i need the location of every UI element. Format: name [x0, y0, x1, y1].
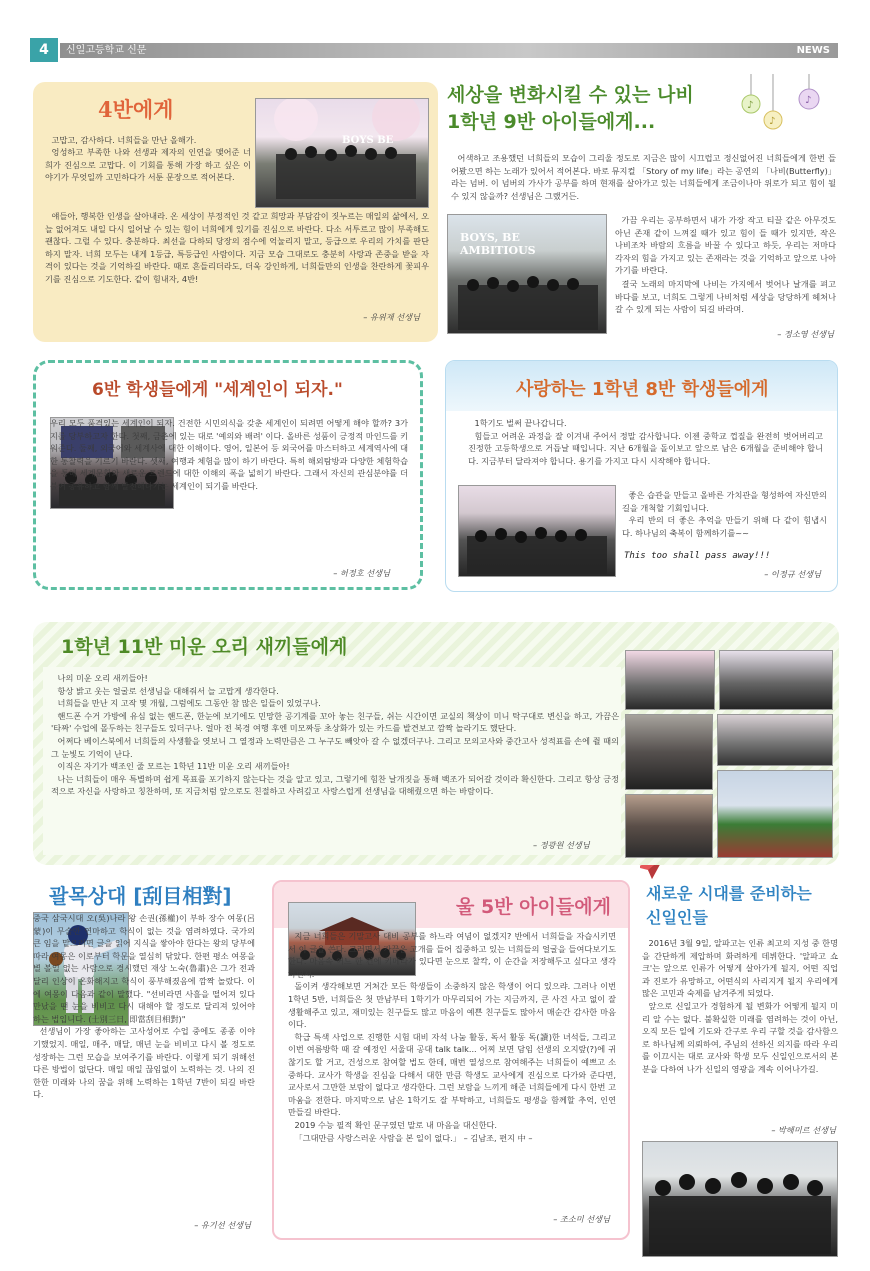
teacher-signature: – 유기선 선생님 [194, 1220, 251, 1230]
photo-collage [625, 650, 833, 860]
class-photo [458, 485, 616, 577]
letter-body-3: 얘들아, 행복한 인생을 살아내라. 온 세상이 부정적인 것 같고 희망과 부담감이 짓누르는 매일의 삶에서, 오늘 없어져도 내일 다시 일어날 수 있는 힘이 너희에게 있기를 진심으로 바란다. 다소 서투르고 많이 부족해도 괜찮다. 그럴 수 있다. 충분하다. 최선을 다하되 당장의 점수에 억눌리지 말고, 등급으로 우리의 가치를 판단하지 말자. 너희 모두는 내게 1등급, 특등급인 사람이다. 지금 모습 그대로도 충분히 사랑과 존중을 받을 자격이 있다는 것을 기억하길 바란다. 때로 흔들리더라도, 더욱 강인하게, 너희들만의 인생을 찬란하게 꽃피우기를 진심으로 기도한다. 같이 힘내자, 4반! [45, 211, 429, 284]
letter-title-line1: 세상을 변화시킬 수 있는 나비 [447, 84, 694, 106]
letter-title-line2: 1학년 9반 아이들에게... [447, 111, 656, 133]
letter-body-3: 결국 노래의 마지막에 나비는 가지에서 벗어나 날개를 펴고 바다를 보고, 너희도 그렇게 나비처럼 세상을 당당하게 헤쳐나갈 수 있게 되는 사람이 되길 바라며. [615, 279, 836, 315]
letter-title: 사랑하는 1학년 8반 학생들에게 [516, 379, 769, 400]
paper-plane-icon [640, 865, 664, 879]
letter-body-2: 가끔 우리는 공부하면서 내가 가장 작고 티끌 같은 아무것도 아닌 존재 같이 느껴질 때가 있고 힘이 들 때가 있지만, 작은 나비조차 바람의 흐름을 바꿀 수 있다고 하듯, 우리는 저마다 각자의 힘을 가지고 있는 존재라는 것을 기억하고 앞으로 나아가기를 바란다. [615, 215, 836, 276]
header-bar [60, 43, 838, 58]
letter-body-2: 좋은 습관을 만들고 올바른 가치관을 형성하여 자신만의 길을 개척할 기회입니다. 우리 반의 더 좋은 추억을 만들기 위해 다 같이 힘냅시다. 하나님의 축복이 함께하기를~~ [622, 490, 827, 538]
collage-photo-3 [625, 714, 713, 790]
column-title: 괄목상대 [刮目相對] [49, 884, 232, 908]
teacher-signature: – 이정규 선생님 [764, 569, 821, 579]
column-body: 2016년 3월 9일, 알파고는 인류 최고의 지성 중 한명을 간단하게 제압하며 화려하게 데뷔한다. '알파고 쇼크'는 앞으로 인류가 어떻게 살아가게 될지, 어떤 직업과 진로가 유망하고, 어떤식의 사리지게 될지 우리에게 많은 고민과 숙제를 남겨주게 되었다. 앞으로 신일고가 경험하게 될 변화가 어떻게 될지 미리 알 수는 없다. 불확실한 미래를 염려하는 것이 아닌, 오직 모든 일에 기도와 간구로 우리 구할 것을 감사함으로 하나님께 의뢰하여, 주님의 선하신 의지를 따라 우리를 이끄시는 대로 교사와 학생 모두 신일인으로서의 본분을 다하여 나가 신일의 영광을 계속 이어나가길. [642, 938, 838, 1074]
page-header [30, 38, 838, 62]
letter-class-5 [272, 880, 630, 1240]
collage-photo-2 [719, 650, 833, 710]
section-label: NEWS [796, 45, 830, 56]
class-photo [447, 214, 607, 334]
teacher-signature: – 유위재 선생님 [363, 312, 420, 322]
letter-class-11 [33, 622, 839, 865]
photo-banner-text: BOYS, BE AMBITIOUS [460, 231, 536, 257]
class-photo [255, 98, 429, 208]
page-number: 4 [30, 38, 58, 62]
letter-class-8 [445, 360, 838, 592]
teacher-signature: – 허정호 선생님 [333, 568, 390, 578]
hanging-ornaments [737, 74, 837, 138]
collage-photo-6 [717, 770, 833, 858]
letter-title: 6반 학생들에게 "세계인이 되자." [92, 380, 343, 400]
svg-text:♪: ♪ [805, 95, 812, 106]
letter-body: 고맙고, 감사하다. 너희들을 만난 올해가. [51, 135, 197, 145]
svg-text:♪: ♪ [747, 100, 754, 111]
group-photo-illustration [643, 1142, 837, 1256]
teacher-signature: – 조소미 선생님 [553, 1214, 610, 1224]
newspaper-title: 신일고등학교 신문 [66, 45, 147, 56]
letter-class-4 [33, 82, 438, 342]
teacher-signature: – 정광원 선생님 [533, 840, 590, 850]
column-gwalmoksangdae [33, 880, 263, 1260]
letter-body: 지금 너희들은 기말고사 대비 공부를 하느라 여념이 없겠지? 반에서 너희들을 자습시키면서 이 글을 쓴다. 그러면서 가끔은 고개를 들어 집중하고 있는 너희들의 얼굴을 들여다보기도 한다. 마음속 어느 한 켠에 키메라가 있다면 눈으로 찰칵, 이 순간을 저장해두고 싶다고 생각하면서. 돌이켜 생각해보면 거쳐간 모든 학생들이 소중하지 않은 학생이 어디 있으랴. 그러나 이번 1학년 5반, 너희들은 첫 만남부터 1학기가 마무리되어 가는 지금까지, 큰 사건 사고 없이 잘 생활해주고 있고, 재미있는 친구들도 많고 마음이 예쁜 친구들도 많아서 매순간 감사한 마음이다. 학급 특색 사업으로 진행한 시험 대비 자석 나눔 활동, 독서 활동 독(讀)한 녀석들, 그리고 이번 여름방학 때 갈 예정인 서울대 공대 talk talk... 어찌 보면 담임 선생의 오지랖(?)에 귀찮기도 할 거고, 건성으로 참여할 법도 한데, 매번 열성으로 참여해주는 너희들이 예쁘고 소중하다. 교사가 학생을 진심을 다해서 대한 만큼 학생도 교사에게 진심으로 다가와 준다면, 교사로서 그만한 보람이 없다고 생각한다. 그런 보람을 느끼게 해준 너희들에게 다시 한번 고마움을 전한다. 마지막으로 남은 1학기도 잘 부탁하고, 너희들도 평생을 함께할 추억, 인연 만들길 바란다. 2019 수능 필적 확인 문구였던 말로 내 마음을 대신한다. 「그대만큼 사랑스러운 사람을 본 일이 없다.」 – 김남조, 편지 中 – [288, 931, 616, 1143]
column-new-era [640, 865, 840, 1260]
letter-body: 1학기도 벌써 끝나갑니다. 힘들고 어려운 과정을 잘 이겨내 주어서 정말 감사합니다. 이젠 중학교 껍질을 완전히 벗어버리고 진정한 고등학생으로 거듭날 때입니다. 지난 6개월을 돌이보고 앞으로 남은 6개월을 준비해야 합니다. 지금부터 달라져야 합니다. 용기를 가지고 다시 시작해야 합니다. [468, 418, 823, 466]
letter-class-6 [33, 360, 423, 590]
group-photo-illustration [256, 99, 428, 207]
collage-photo-1 [625, 650, 715, 710]
teacher-signature: – 박해미르 선생님 [771, 1125, 836, 1135]
letter-title: 울 5반 아이들에게 [456, 896, 611, 918]
teacher-signature: – 정소영 선생님 [777, 329, 834, 339]
collage-photo-5 [625, 794, 713, 858]
collage-photo-4 [717, 714, 833, 766]
photo-banner-text: BOYS BE [342, 135, 394, 146]
group-photo-illustration [459, 486, 615, 576]
column-body: 중국 삼국시대 오(吳)나라 왕 손권(孫權)이 부하 장수 여몽(呂蒙)이 무술만 연마하고 학식이 없는 것을 염려하였다. 국가의 큰 임을 맡으려면 글을 읽어 지식을 쌓아야 한다는 왕의 당부에 따라 여몽은 이로부터 학문을 열심히 닦았다. 한편 평소 여몽을 별 볼일 없는 사람으로 경시했던 재상 노숙(魯肅)은 그가 전과 달리 인상이 온화해지고 학식이 풍부해졌음에 깜짝 놀랐다. 이에 여몽이 다음과 같이 말했다. "선비라면 사흘을 떨어져 있다 만났을 땐 눈을 비비고 다시 대해야 할 정도로 달리져 있어야 하는 법입니다. (士別三日, 即當刮目相對)" 선생님이 가장 좋아하는 고사성어로 수업 중에도 종종 이야기했었지. 매일, 매주, 매달, 매년 눈을 비비고 다시 볼 정도로 성장하는 그런 모습을 보여주기를 바란다. 이렇게 되기 위해선 다른 방법이 없단다. 매일 매일 끊임없이 노력하는 것. 나의 진한한 미래와 나의 꿈을 위해 노력하는 1학년 7반이 되길 바란다. [33, 913, 255, 1100]
svg-text:♪: ♪ [769, 116, 776, 127]
column-title-line1: 새로운 시대를 준비하는 [646, 884, 812, 903]
column-title-line2: 신일인들 [646, 908, 708, 927]
letter-body: 어색하고 조용했던 너희들의 모습이 그리울 정도로 지금은 많이 시끄럽고 정신없어진 너희들에게 한번 들어봤으면 하는 노래가 있어서 적어본다. 바로 뮤지컬 「Story of my life」라는 공연의 「나비(Butterfly)」라는 넘버. 이 넘버의 가사가 공부를 하며 현재를 살아가고 있는 너희들에게 조금이나마 위로가 되고 힘이 될 수 있지 않을까? 선생님은 그랬거든. [451, 153, 836, 201]
letter-title: 1학년 11반 미운 오리 새끼들에게 [61, 636, 348, 658]
letter-body: 우리 모두 품격있는 세계인이 되자. 건전한 시민의식을 갖춘 세계인이 되려면 어떻게 해야 할까? 3가지를 당부하고자 한다. 첫째, 금춘에 있는 대로 '예의와 배려' 이다. 올바른 성품이 긍정적 마인드를 키워준다. 둘째, 외국어와 세계사에 대한 이해이다. 영어, 일본어 등 외국어를 마스터하고 세계역사에 대한 통찰력을 기르기 바란다. 셋째, 여행과 체험을 많이 하기 바란다. 특히 해외탐방과 다양한 체험학습을 통해 세계문화와 새로운 트렌드에 대한 이해의 폭을 넓히기 바란다. 그래서 자신의 관심분야를 더불어 공유하고 함께 발전해나가는 세계인이 되기를 바란다. [50, 418, 409, 491]
letter-body: 나의 미운 오리 새끼들아! 항상 밝고 웃는 얼굴로 선생님을 대해줘서 늘 고맙게 생각한다. 너희들을 만난 지 고작 몇 개월, 그럼에도 그동안 참 많은 일들이 있었구나. 핸드폰 수거 가방에 유심 없는 핸드폰, 한눈에 보기에도 민망한 공기계를 꼬아 놓는 친구들, 쉬는 시간이면 교실의 책상이 미니 탁구대로 변신을 하고, 가끔은 '타짜' 수업에 몰두하는 친구들도 있더구나. 얼마 전 복경 여행 후엔 미모짜등 초상화가 있는 카드를 발견보고 깜짝 놀라기도 했단다. 어쩌다 베이스북에서 너희들의 사생활을 엿보니 그 열정과 노력만큼은 그 누구도 빼앗아 갈 수 없겠더구나. 그리고 모의고사와 중간고사 성적표를 손에 쥘 때의 그 눈빛도 기억이 난다. 이직은 자기가 백조인 줄 모르는 1학년 11반 미운 오리 새끼들아! 나는 너희들이 매우 특별하며 쉽게 목표를 포기하지 않는다는 것을 알고 있고, 그렇기에 힘찬 날개짓을 통해 백조가 되어갈 것이라 확신한다. 그리고 항상 긍정적으로 자신을 사랑하고 칭찬하며, 또 지금처럼 앞으로도 친절하고 사려깊고 사랑스럽게 선생님을 대해줬으면 하는 바람이다. [51, 673, 619, 797]
english-quote: This too shall pass away!!! [624, 551, 771, 561]
letter-title: 4반에게 [98, 97, 174, 122]
letter-body-2: 엉성하고 부족한 나와 선생과 제자의 인연을 맺어준 너희가 진심으로 고맙다. 이 기회를 통해 가장 하고 싶은 이야기가 무엇일까 고민하다가 서툰 문장으로 적어본다. [45, 147, 251, 183]
students-photo [642, 1141, 838, 1257]
letter-class-9 [445, 74, 840, 350]
